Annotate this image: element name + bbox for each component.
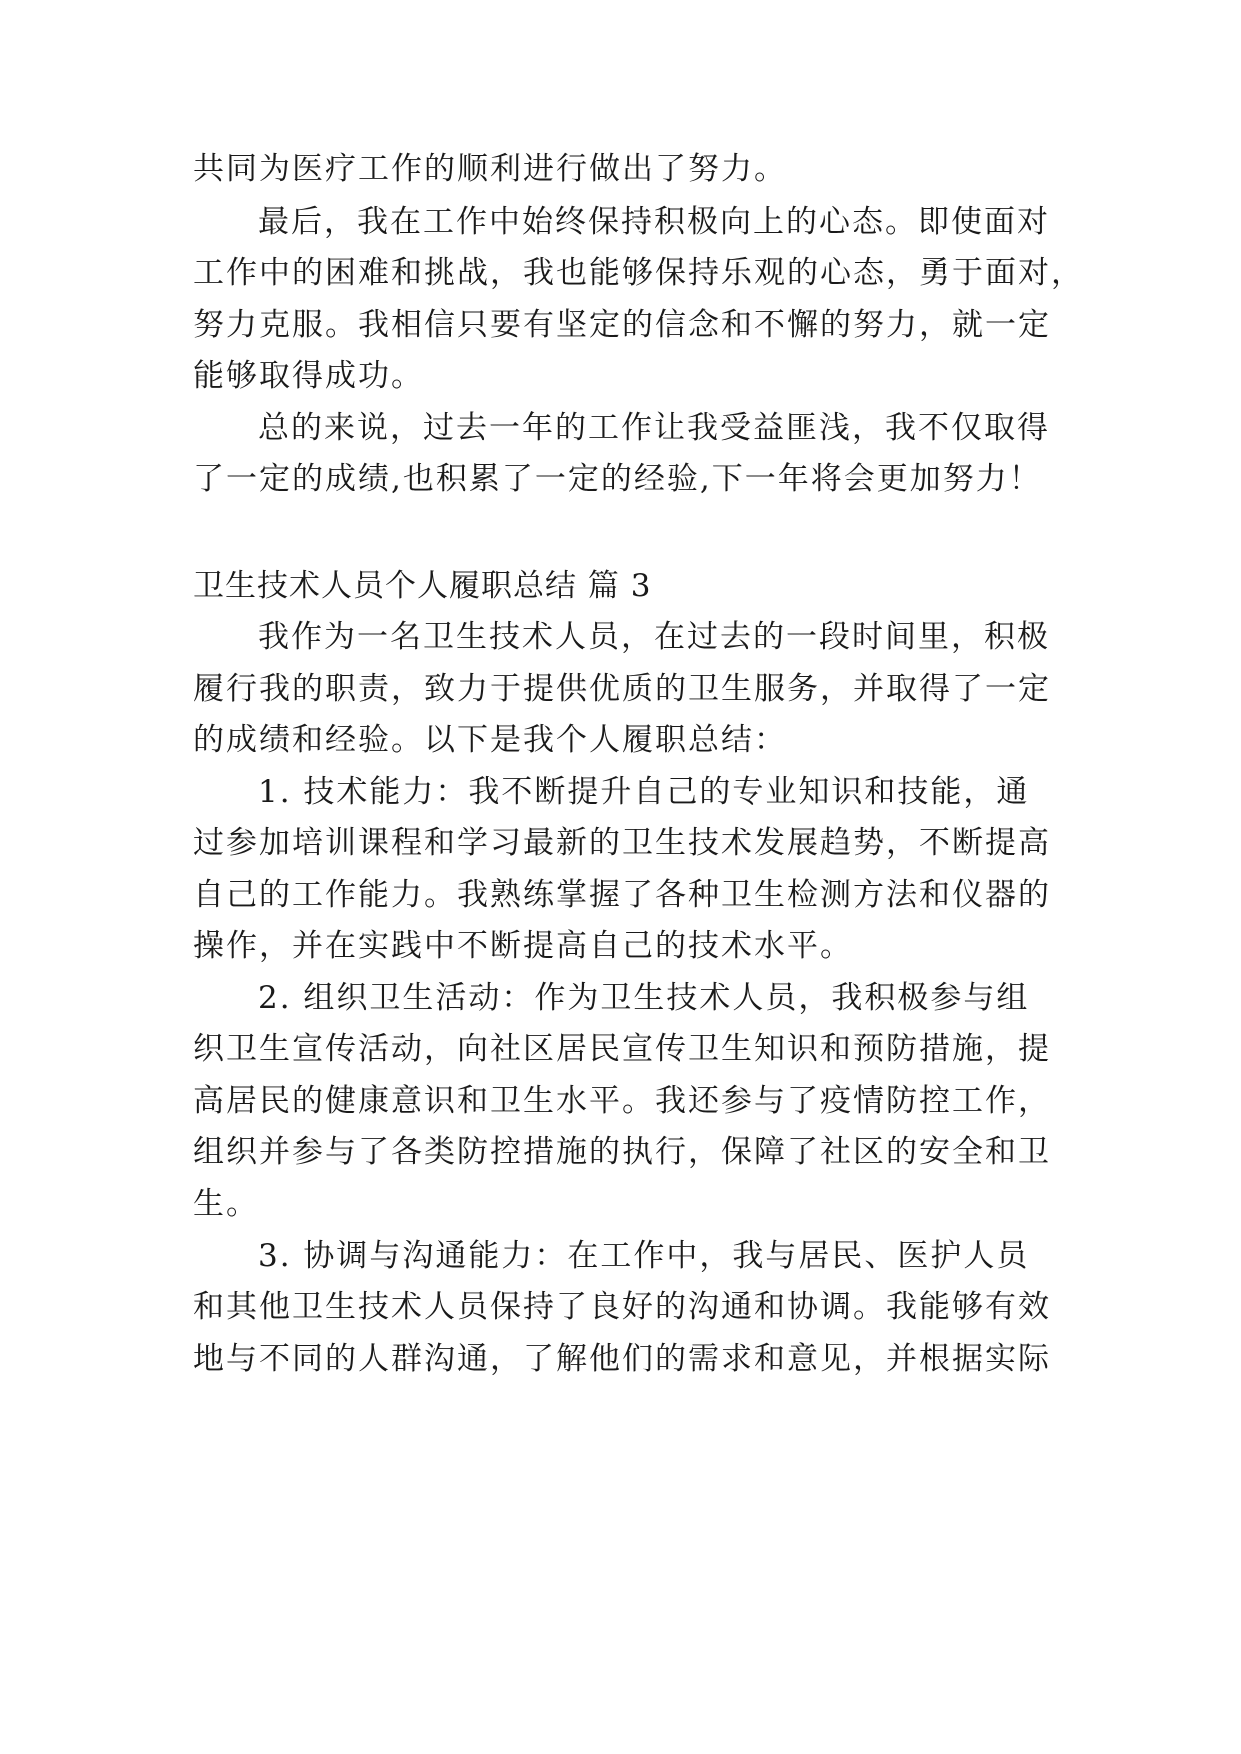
text-line: 高居民的健康意识和卫生水平。我还参与了疫情防控工作，	[193, 1083, 1051, 1119]
list-item-first-line: 3. 协调与沟通能力：在工作中，我与居民、医护人员	[258, 1238, 1030, 1274]
text-line: 工作中的困难和挑战，我也能够保持乐观的心态，勇于面对，	[193, 255, 1084, 291]
text-line: 履行我的职责，致力于提供优质的卫生服务，并取得了一定	[193, 671, 1051, 707]
text-line: 过参加培训课程和学习最新的卫生技术发展趋势，不断提高	[193, 825, 1051, 861]
text-line: 和其他卫生技术人员保持了良好的沟通和协调。我能够有效	[193, 1289, 1051, 1325]
paragraph-first-line: 最后，我在工作中始终保持积极向上的心态。即使面对	[258, 204, 1050, 240]
text-line: 地与不同的人群沟通，了解他们的需求和意见，并根据实际	[193, 1341, 1051, 1377]
text-line: 能够取得成功。	[193, 358, 424, 394]
text-line: 的成绩和经验。以下是我个人履职总结：	[193, 722, 787, 758]
text-line: 努力克服。我相信只要有坚定的信念和不懈的努力，就一定	[193, 307, 1051, 343]
text-line: 生。	[193, 1186, 259, 1222]
text-line: 共同为医疗工作的顺利进行做出了努力。	[193, 151, 787, 187]
paragraph-first-line: 我作为一名卫生技术人员，在过去的一段时间里，积极	[258, 619, 1050, 655]
text-line: 操作，并在实践中不断提高自己的技术水平。	[193, 928, 853, 964]
text-line: 了一定的成绩,也积累了一定的经验,下一年将会更加努力！	[193, 461, 1042, 497]
text-line: 织卫生宣传活动，向社区居民宣传卫生知识和预防措施，提	[193, 1031, 1051, 1067]
paragraph-first-line: 总的来说，过去一年的工作让我受益匪浅，我不仅取得	[258, 410, 1050, 446]
text-line: 组织并参与了各类防控措施的执行，保障了社区的安全和卫	[193, 1134, 1051, 1170]
section-heading: 卫生技术人员个人履职总结 篇 3	[193, 568, 652, 604]
text-line: 自己的工作能力。我熟练掌握了各种卫生检测方法和仪器的	[193, 877, 1051, 913]
list-item-first-line: 1. 技术能力：我不断提升自己的专业知识和技能，通	[258, 774, 1030, 810]
list-item-first-line: 2. 组织卫生活动：作为卫生技术人员，我积极参与组	[258, 980, 1030, 1016]
